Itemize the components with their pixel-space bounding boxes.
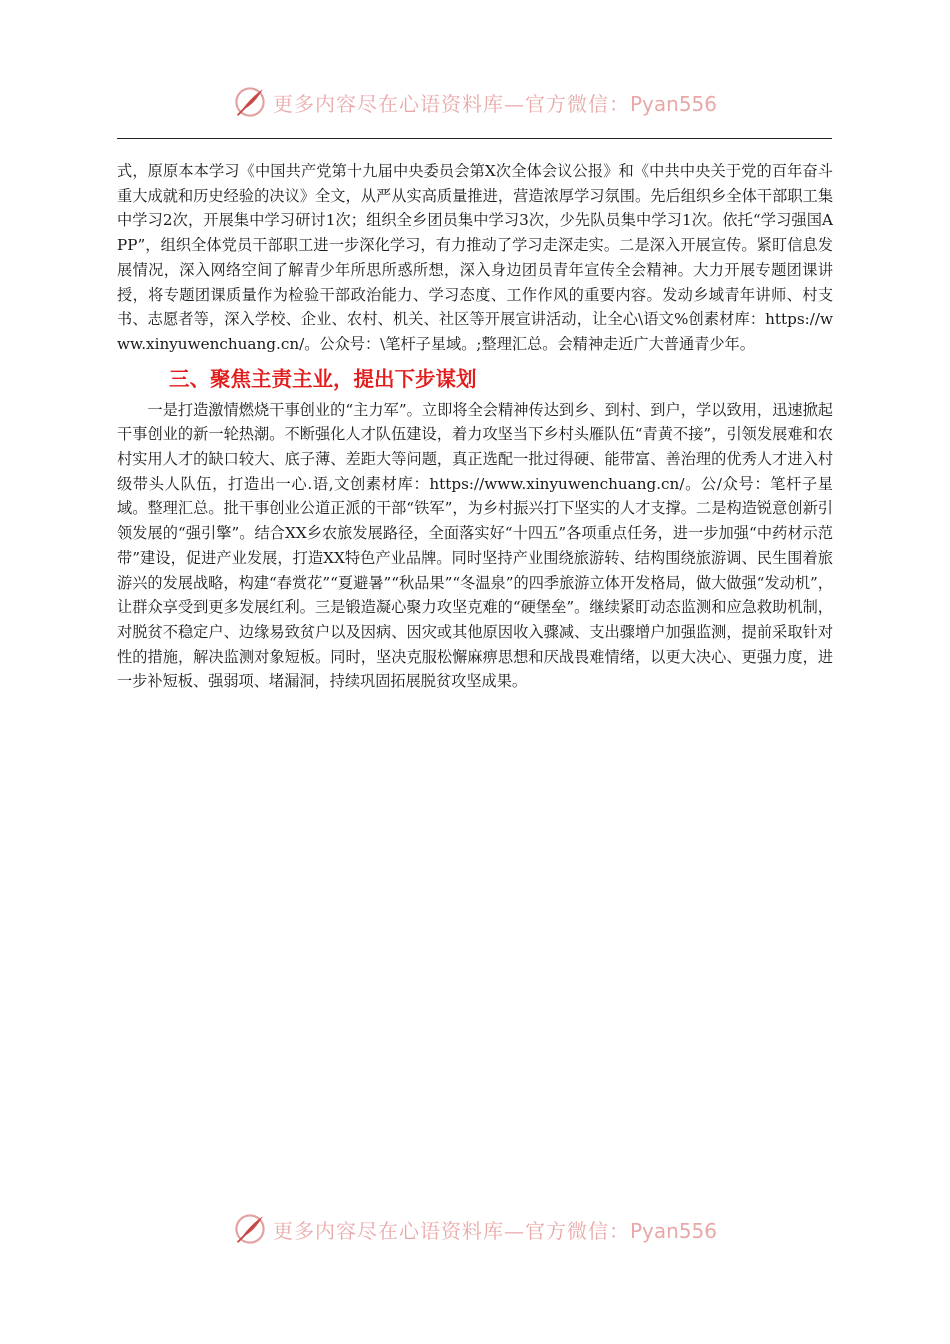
document-body xyxy=(117,159,833,694)
footer-watermark-banner xyxy=(0,1207,950,1251)
header-watermark-banner xyxy=(0,80,950,124)
quill-pen-logo-icon xyxy=(233,85,267,119)
header-divider xyxy=(117,138,832,139)
body-paragraph-2: 一是打造激情燃烧干事创业的“主力军”。立即将全会精神传达到乡、到村、到户，学以致用，迅速掀起干事创业的新一轮热潮。不断强化人才队伍建设，着力攻坚当下乡村头雁队伍“青黄不接”，引领发展难和农村实用人才的缺口较大、底子薄、差距大等问题，真正选配一批过得硬、能带富、善治理的优秀人才进入村级带头人队伍，打造出一心.语,文创素材库：https://www.xinyuwenchuang.cn/。公/众号：笔杆子星域。整理汇总。批干事创业公道正派的干部“铁军”，为乡村振兴打下坚实的人才支撑。二是构造锐意创新引领发展的“强引擎”。结合XX乡农旅发展路径，全面落实好“十四五”各项重点任务，进一步加强“中药材示范带”建设，促进产业发展，打造XX特色产业品牌。同时坚持产业围绕旅游转、结构围绕旅游调、民生围着旅游兴的发展战略，构建“春赏花”“夏避暑”“秋品果”“冬温泉”的四季旅游立体开发格局，做大做强“发动机”，让群众享受到更多发展红利。三是锻造凝心聚力攻坚克难的“硬堡垒”。继续紧盯动态监测和应急救助机制，对脱贫不稳定户、边缘易致贫户以及因病、因灾或其他原因收入骤减、支出骤增户加强监测，提前采取针对性的措施，解决监测对象短板。同时，坚决克服松懈麻痹思想和厌战畏难情绪，以更大决心、更强力度，进一步补短板、强弱项、堵漏洞，持续巩固拓展脱贫攻坚成果。 xyxy=(117,400,833,691)
section-heading-3: 三、聚焦主责主业，提出下步谋划 xyxy=(169,366,477,391)
body-paragraph-1: 式，原原本本学习《中国共产党第十九届中央委员会第X次全体会议公报》和《中共中央关于党的百年奋斗重大成就和历史经验的决议》全文，从严从实高质量推进，营造浓厚学习氛围。先后组织乡全体干部职工集中学习2次，开展集中学习研讨1次；组织全乡团员集中学习3次，少先队员集中学习1次。依托“学习强国APP”，组织全体党员干部职工进一步深化学习，有力推动了学习走深走实。二是深入开展宣传。紧盯信息发展情况，深入网络空间了解青少年所思所惑所想，深入身边团员青年宣传全会精神。大力开展专题团课讲授，将专题团课质量作为检验干部政治能力、学习态度、工作作风的重要内容。发动乡域青年讲师、村支书、志愿者等，深入学校、企业、农村、机关、社区等开展宣讲活动，让全心\语文%创素材库：https://www.xinyuwenchuang.cn/。公众号：\笔杆子星域。;整理汇总。会精神走近广大普通青少年。 xyxy=(117,162,833,353)
banner-text: 更多内容尽在心语资料库—官方微信：Pyan556 xyxy=(272,91,717,116)
banner-text: 更多内容尽在心语资料库—官方微信：Pyan556 xyxy=(272,1218,717,1243)
quill-pen-logo-icon xyxy=(233,1212,267,1246)
